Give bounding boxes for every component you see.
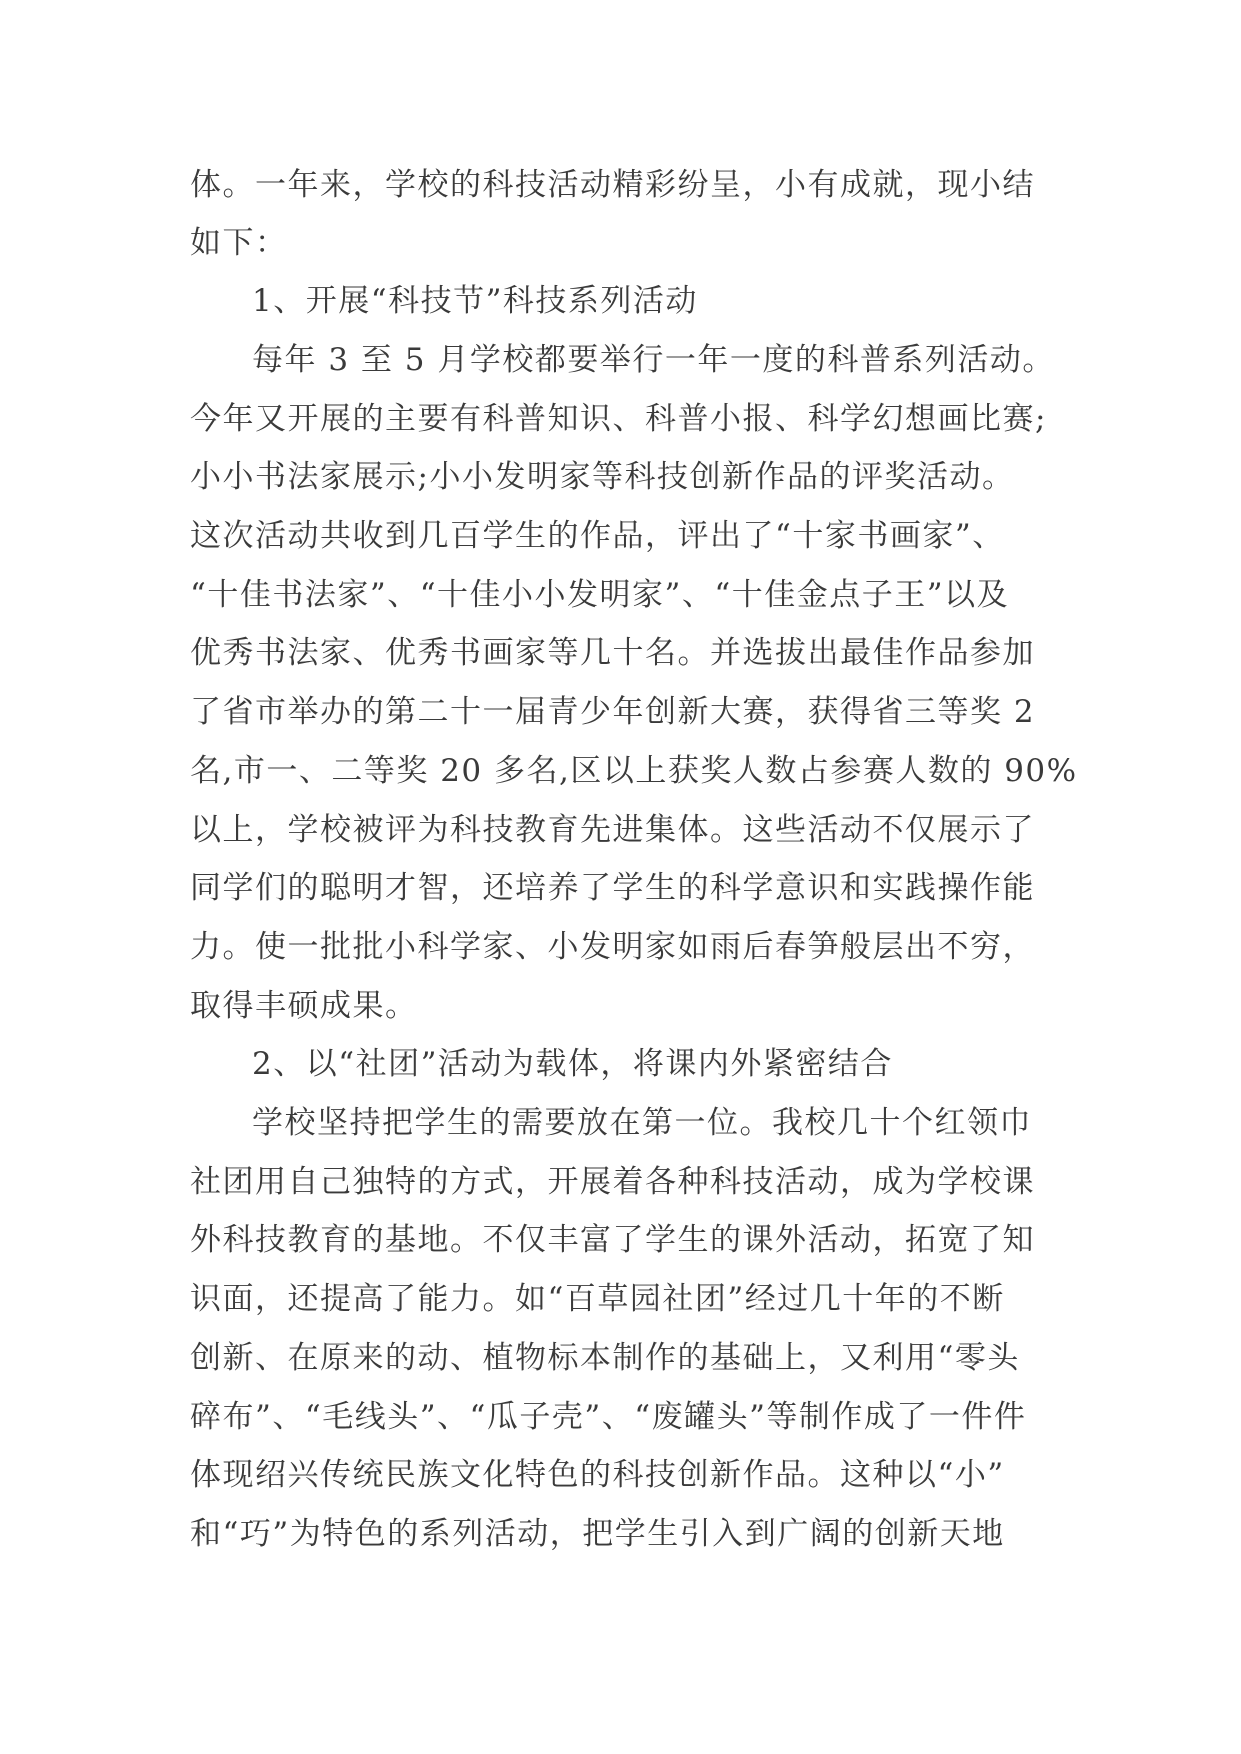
text-line: 同学们的聪明才智，还培养了学生的科学意识和实践操作能 <box>190 870 1035 906</box>
text-line: 优秀书法家、优秀书画家等几十名。并选拔出最佳作品参加 <box>190 635 1035 671</box>
text-line: 取得丰硕成果。 <box>190 988 418 1024</box>
text-line: “十佳书法家”、“十佳小小发明家”、“十佳金点子王”以及 <box>190 577 1010 613</box>
text-line: 这次活动共收到几百学生的作品，评出了“十家书画家”、 <box>190 518 1005 554</box>
text-line: 和“巧”为特色的系列活动，把学生引入到广阔的创新天地 <box>190 1516 1005 1552</box>
text-line: 创新、在原来的动、植物标本制作的基础上，又利用“零头 <box>190 1340 1020 1376</box>
text-line: 小小书法家展示;小小发明家等科技创新作品的评奖活动。 <box>190 459 1015 495</box>
text-line: 社团用自己独特的方式，开展着各种科技活动，成为学校课 <box>190 1164 1035 1200</box>
text-line: 了省市举办的第二十一届青少年创新大赛，获得省三等奖 2 <box>190 694 1036 730</box>
text-line: 体现绍兴传统民族文化特色的科技创新作品。这种以“小” <box>190 1457 1005 1493</box>
text-line: 名,市一、二等奖 20 多名,区以上获奖人数占参赛人数的 90% <box>190 753 1078 789</box>
section-heading-2: 2、以“社团”活动为载体，将课内外紧密结合 <box>252 1046 893 1082</box>
text-line: 体。一年来，学校的科技活动精彩纷呈，小有成就，现小结 <box>190 167 1035 203</box>
text-line: 碎布”、“毛线头”、“瓜子壳”、“废罐头”等制作成了一件件 <box>190 1399 1027 1435</box>
text-line: 以上，学校被评为科技教育先进集体。这些活动不仅展示了 <box>190 812 1035 848</box>
text-line: 外科技教育的基地。不仅丰富了学生的课外活动，拓宽了知 <box>190 1222 1035 1258</box>
text-line: 如下： <box>190 225 288 261</box>
text-line: 识面，还提高了能力。如“百草园社团”经过几十年的不断 <box>190 1281 1005 1317</box>
text-line: 今年又开展的主要有科普知识、科普小报、科学幻想画比赛; <box>190 401 1047 437</box>
text-line: 力。使一批批小科学家、小发明家如雨后春笋般层出不穷， <box>190 929 1035 965</box>
paragraph-first-line: 学校坚持把学生的需要放在第一位。我校几十个红领巾 <box>252 1105 1032 1141</box>
paragraph-first-line: 每年 3 至 5 月学校都要举行一年一度的科普系列活动。 <box>252 342 1055 378</box>
section-heading-1: 1、开展“科技节”科技系列活动 <box>252 283 698 319</box>
